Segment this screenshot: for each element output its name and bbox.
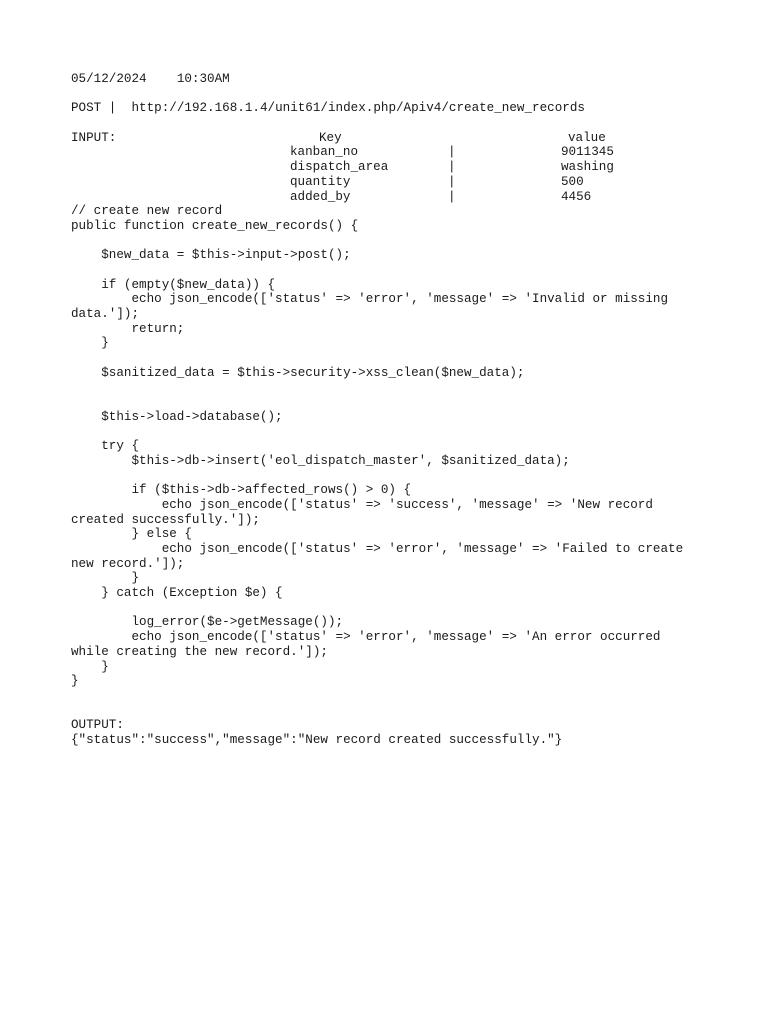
code-line: echo json_encode(['status' => 'success', 'message' => 'New record [71, 497, 653, 512]
code-line: } [71, 659, 109, 674]
input-header-row [71, 131, 711, 146]
column-separator: | [448, 145, 456, 160]
code-line: data.']); [71, 307, 140, 321]
key-column-header: Key [319, 130, 342, 145]
input-table [71, 131, 711, 204]
code-line: echo json_encode(['status' => 'error', 'message' => 'Invalid or missing [71, 292, 669, 307]
column-separator: | [448, 174, 456, 189]
column-separator: | [448, 160, 456, 175]
code-line [71, 380, 711, 395]
code-line: echo json_encode(['status' => 'error', 'message' => 'An error occurred [71, 630, 661, 645]
code-line: if (empty($new_data)) { [71, 277, 276, 292]
code-line [71, 234, 711, 249]
spacer [71, 116, 711, 131]
code-line: if ($this->db->affected_rows() > 0) { [71, 483, 412, 498]
code-line: public function create_new_records() { [71, 218, 359, 233]
code-line: new record.']); [71, 556, 185, 571]
input-label: INPUT: [71, 130, 117, 145]
code-line: } [71, 571, 140, 586]
code-line: } catch (Exception $e) { [71, 586, 283, 601]
code-line: $new_data = $this->input->post(); [71, 248, 351, 263]
code-line: $this->db->insert('eol_dispatch_master', $sanitized_data); [71, 453, 570, 468]
code-line: } [71, 674, 79, 689]
code-line: // create new record [71, 204, 223, 219]
code-line: } else { [71, 527, 192, 542]
output-label: OUTPUT: [71, 718, 124, 733]
code-line: try { [71, 439, 140, 454]
code-line [71, 395, 711, 410]
http-method: POST | [71, 101, 117, 116]
code-line [71, 263, 711, 278]
input-row [71, 190, 711, 205]
spacer [71, 87, 711, 102]
input-row [71, 145, 711, 160]
value-column-header: value [568, 130, 606, 145]
date-text: 05/12/2024 [71, 72, 147, 86]
endpoint-url: http://192.168.1.4/unit61/index.php/Apiv4/create_new_records [131, 101, 585, 116]
code-line: } [71, 336, 109, 351]
code-line: $this->load->database(); [71, 409, 283, 424]
code-line: echo json_encode(['status' => 'error', 'message' => 'Failed to create [71, 542, 684, 556]
code-block [71, 204, 711, 689]
input-key: kanban_no [290, 145, 359, 160]
code-line: created successfully.']); [71, 512, 260, 527]
code-line [71, 425, 711, 440]
code-line: while creating the new record.']); [71, 644, 328, 659]
input-key: added_by [290, 189, 351, 204]
input-value: 4456 [561, 189, 592, 204]
document-page [71, 72, 711, 748]
code-line [71, 601, 711, 616]
timestamp-line [71, 72, 711, 87]
input-row [71, 160, 711, 175]
code-line: return; [71, 321, 185, 336]
spacer [71, 689, 711, 704]
spacer [71, 704, 711, 719]
output-value: {"status":"success","message":"New record created successfully."} [71, 732, 563, 747]
code-line: $sanitized_data = $this->security->xss_clean($new_data); [71, 365, 525, 380]
input-value: 9011345 [561, 145, 614, 160]
time-text: 10:30AM [176, 72, 230, 86]
input-row [71, 175, 711, 190]
input-value: 500 [561, 174, 584, 189]
input-key: dispatch_area [290, 160, 389, 175]
code-line [71, 351, 711, 366]
code-line [71, 469, 711, 484]
input-key: quantity [290, 174, 351, 189]
column-separator: | [448, 189, 456, 204]
input-value: washing [561, 160, 614, 175]
code-line: log_error($e->getMessage()); [71, 615, 344, 630]
request-line [71, 101, 711, 116]
